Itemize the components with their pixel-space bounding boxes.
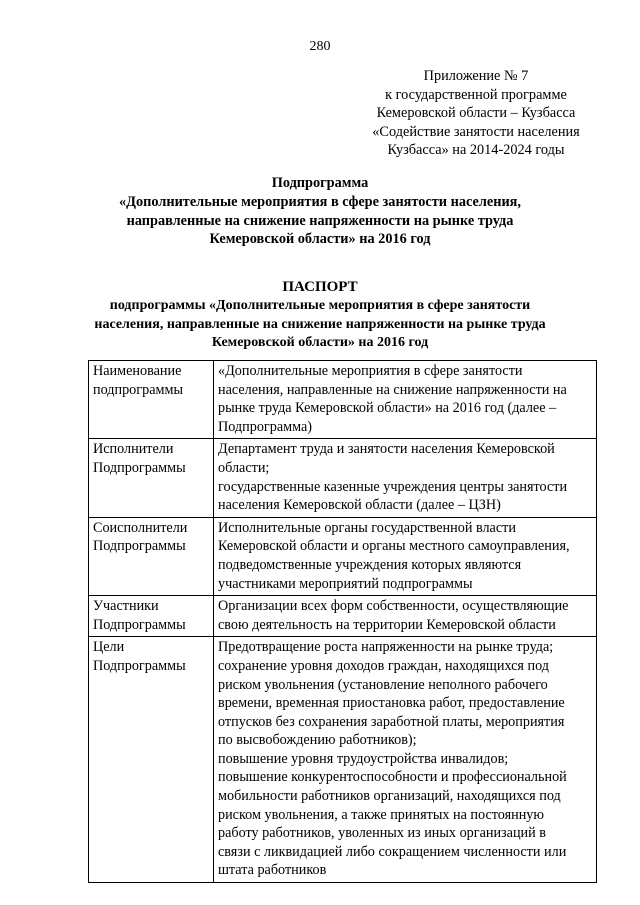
row-value-line: подведомственные учреждения которых являются: [218, 556, 522, 573]
passport-table-body: [89, 361, 597, 883]
subprogram-title-line: направленные на снижение напряженности на рынке труда: [126, 212, 514, 229]
passport-heading: ПАСПОРТ: [282, 279, 358, 295]
row-value-line: Предотвращение роста напряженности на рынке труда;: [218, 639, 554, 656]
row-label-line: Наименование: [93, 363, 182, 379]
passport-title-line: подпрограммы «Дополнительные мероприятия в сфере занятости: [109, 298, 531, 313]
row-value-cell: [214, 637, 597, 883]
row-value-line: Исполнительные органы государственной власти: [218, 519, 516, 536]
row-value-line: участниками мероприятий подпрограммы: [218, 575, 473, 592]
appendix-line: Кузбасса» на 2014-2024 годы: [387, 142, 565, 159]
row-value-line: штата работников: [218, 862, 327, 879]
table-row: [89, 439, 597, 517]
row-value-line: рынке труда Кемеровской области» на 2016 год (далее –: [218, 400, 557, 417]
passport-title-line: населения, направленные на снижение напряженности на рынке труда: [94, 316, 546, 332]
row-value-line: сохранение уровня доходов граждан, находящихся под: [218, 657, 549, 674]
row-value-line: населения Кемеровской области (далее – ЦЗН): [218, 497, 501, 514]
row-value-cell: [214, 596, 597, 637]
appendix-line: к государственной программе: [385, 86, 567, 103]
subprogram-title-line: Подпрограмма: [271, 175, 369, 191]
passport-title: [0, 277, 640, 353]
row-value-line: работу работников, уволенных из иных организаций в: [218, 825, 546, 842]
row-label-line: подпрограммы: [93, 381, 183, 398]
row-label-line: Подпрограммы: [93, 616, 186, 633]
passport-title-line: Кемеровской области» на 2016 год: [211, 335, 429, 350]
row-value-line: риском увольнения (установление неполного рабочего: [218, 676, 548, 693]
row-value-line: свою деятельность на территории Кемеровской области: [218, 616, 556, 633]
subprogram-title: [0, 174, 640, 249]
row-label-cell: [89, 637, 214, 883]
row-value-line: области;: [218, 459, 270, 476]
row-label-line: Подпрограммы: [93, 657, 186, 674]
table-row: [89, 361, 597, 439]
row-value-line: «Дополнительные мероприятия в сфере занятости: [218, 363, 523, 379]
row-value-cell: [214, 439, 597, 517]
row-value-line: повышение уровня трудоустройства инвалидов;: [218, 750, 509, 767]
appendix-block: [340, 67, 612, 160]
row-value-line: связи с ликвидацией либо сокращением численности или: [218, 843, 567, 860]
row-label-cell: [89, 596, 214, 637]
row-label-cell: [89, 517, 214, 595]
row-label-line: Участники: [93, 598, 159, 615]
table-row: [89, 517, 597, 595]
subprogram-title-line: «Дополнительные мероприятия в сфере занятости населения,: [118, 193, 521, 210]
page-number: 280: [309, 39, 331, 54]
table-row: [89, 596, 597, 637]
row-value-line: по высвобождению работников);: [218, 732, 417, 749]
row-value-line: повышение конкурентоспособности и профессиональной: [218, 769, 567, 786]
row-value-cell: [214, 517, 597, 595]
row-label-cell: [89, 439, 214, 517]
row-value-line: времени, временная приостановка работ, предоставление: [218, 695, 565, 712]
row-value-line: государственные казенные учреждения центры занятости: [218, 478, 568, 495]
row-label-line: Подпрограммы: [93, 538, 186, 555]
row-value-line: Подпрограмма): [218, 418, 313, 435]
row-label-line: Исполнители: [93, 441, 174, 458]
row-label-line: Соисполнители: [93, 519, 188, 536]
row-label-cell: [89, 361, 214, 439]
row-value-line: мобильности работников организаций, находящихся под: [218, 788, 561, 805]
row-value-line: риском увольнения, а также принятых на постоянную: [218, 806, 544, 823]
appendix-line: Приложение № 7: [423, 68, 529, 84]
appendix-line: Кемеровской области – Кузбасса: [376, 105, 576, 122]
row-value-line: отпусков без сохранения заработной платы, мероприятия: [218, 713, 565, 730]
table-row: [89, 637, 597, 883]
row-value-cell: [214, 361, 597, 439]
row-value-line: Департамент труда и занятости населения Кемеровской: [218, 441, 555, 458]
row-value-line: Кемеровской области и органы местного самоуправления,: [218, 538, 570, 555]
subprogram-title-line: Кемеровской области» на 2016 год: [209, 231, 431, 248]
row-label-line: Подпрограммы: [93, 459, 186, 476]
appendix-line: «Содействие занятости населения: [372, 123, 580, 140]
row-value-line: Организации всех форм собственности, осуществляющие: [218, 598, 569, 615]
row-label-line: Цели: [93, 639, 125, 656]
row-value-line: населения, направленные на снижение напряженности на: [218, 381, 567, 398]
passport-table: [88, 360, 597, 883]
